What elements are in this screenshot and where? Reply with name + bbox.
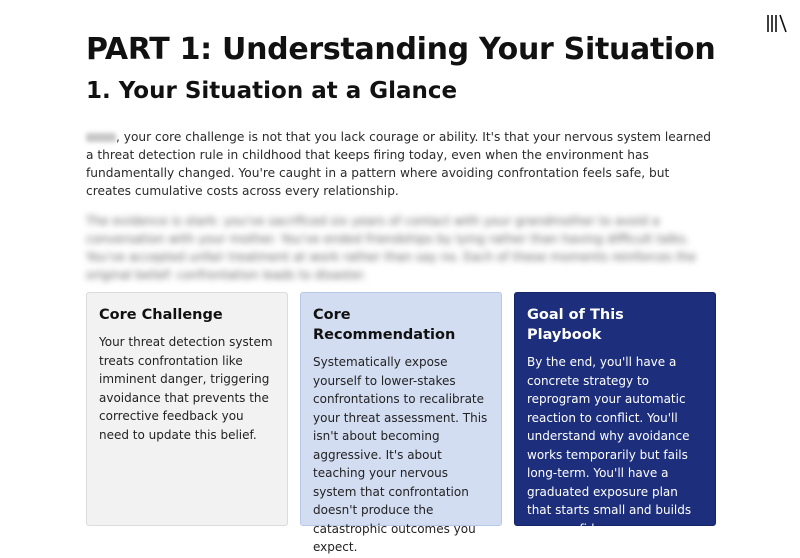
brand-mark-icon [766, 12, 788, 34]
blurred-paragraph: The evidence is stark: you've sacrificed six years of contact with your grandmother to avoid a conversation with your mother. You've ended friendships by lying rather than having difficult talks. You've accepted unfair treatment at work rather than say no. Each of these moments reinforces the original belief: confrontation leads to disaster. [86, 214, 696, 282]
page-content [86, 30, 718, 284]
intro-paragraph [86, 128, 718, 200]
summary-cards [86, 292, 718, 554]
part-title: PART 1: Understanding Your Situation [86, 32, 716, 67]
card-body: By the end, you'll have a concrete strategy to reprogram your automatic reaction to conflict. You'll understand why avoidance works temporarily but fails long-term. You'll have a graduated exposure plan that starts small and builds your confidence systematically. [527, 355, 692, 554]
card-title: Core Recommendation [313, 307, 456, 343]
card-title: Goal of This Playbook [527, 307, 624, 343]
card-title: Core Challenge [99, 307, 223, 323]
card-core-recommendation [300, 292, 502, 554]
card-body: Systematically expose yourself to lower-stakes confrontations to recalibrate your threat assessment. This isn't about becoming aggressive. It's about teaching your nervous system that confrontation doesn't produce the catastrophic outcomes you expect. [313, 355, 488, 554]
redacted-name [86, 133, 116, 142]
section-title: 1. Your Situation at a Glance [86, 78, 458, 104]
card-core-challenge [86, 292, 288, 526]
card-body: Your threat detection system treats confrontation like imminent danger, triggering avoidance that prevents the corrective feedback you need to update this belief. [99, 335, 273, 442]
card-goal [514, 292, 716, 554]
intro-text: , your core challenge is not that you lack courage or ability. It's that your nervous system learned a threat detection rule in childhood that keeps firing today, even when the environment has fundamentally changed. You're caught in a pattern where avoiding confrontation feels safe, but creates cumulative costs across every relationship. [86, 130, 712, 198]
